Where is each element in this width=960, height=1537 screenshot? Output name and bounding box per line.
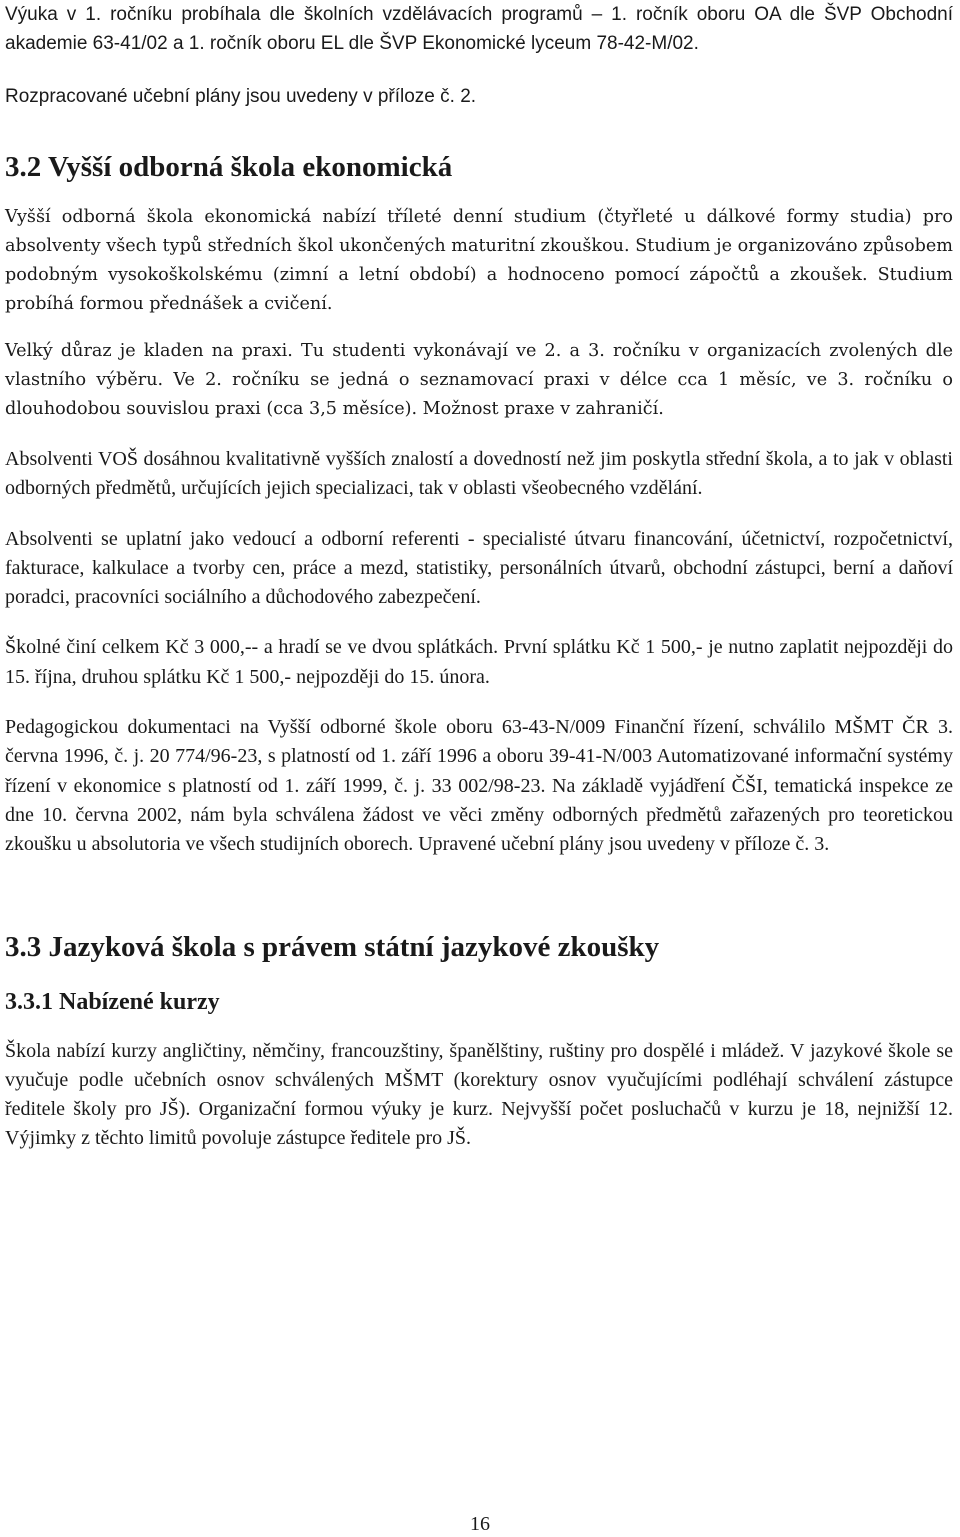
vos-documentation-paragraph: Pedagogickou dokumentaci na Vyšší odborné škole oboru 63-43-N/009 Finanční řízení, schválilo MŠMT ČR 3. června 1996, č. j. 20 774/96-23, s platností od 1. září 1996 a oboru 39-41-N/003 Automatizované informační systémy řízení v ekonomice s platností od 1. září 1999, č. j. 33 002/98-23. Na základě vyjádření ČŠI, tematická inspekce ze dne 10. června 2002, nám byla schválena žádost ve věci změny odborných předmětů zařazených pro teoretickou zkoušku u absolutoria ve všech studijních oborech. Upravené učební plány jsou uvedeny v příloze č. 3. [5,716,953,856]
page-number: 16 [470,1513,490,1535]
section-heading-language-school: 3.3 Jazyková škola s právem státní jazykové zkoušky [5,930,660,963]
vos-graduates-knowledge-paragraph: Absolventi VOŠ dosáhnou kvalitativně vyšších znalostí a dovedností než jim poskytla střední škola, a to jak v oblasti odborných předmětů, určujících jejich specializaci, tak v oblasti všeobecného vzdělání. [5,448,953,500]
vos-practice-paragraph: Velký důraz je kladen na praxi. Tu studenti vykonávají ve 2. a 3. ročníku v organizacích zvolených dle vlastního výběru. Ve 2. ročníku se jedná o seznamovací praxi v délce cca 1 měsíc, ve 3. ročníku o dlouhodobou souvislou praxi (cca 3,5 měsíce). Možnost praxe v zahraničí. [5,341,953,419]
subsection-heading-courses: 3.3.1 Nabízené kurzy [5,988,220,1015]
vos-study-paragraph: Vyšší odborná škola ekonomická nabízí tříleté denní studium (čtyřleté u dálkové formy studia) pro absolventy všech typů středních škol ukončených maturitní zkouškou. Studium je organizováno způsobem podobným vysokoškolskému (zimní a letní období) a hodnoceno pomocí zápočtů a zkoušek. Studium probíhá formou přednášek a cvičení. [5,207,953,314]
vos-graduates-careers-paragraph: Absolventi se uplatní jako vedoucí a odborní referenti - specialisté útvaru financování, účetnictví, rozpočetnictví, fakturace, kalkulace a tvorby cen, práce a mezd, statistiky, personálních útvarů, obchodní zástupci, berní a daňoví poradci, pracovníci sociálního a důchodového zabezpečení. [5,527,953,609]
document-page [5,0,953,1154]
language-courses-paragraph: Škola nabízí kurzy angličtiny, němčiny, francouzštiny, španělštiny, ruštiny pro dospělé i mládež. V jazykové škole se vyučuje podle učebních osnov schválených MŠMT (korektury osnov vyučujícími podléhají schválení zástupce ředitele školy pro JŠ). Organizační formou výuky je kurz. Nejvyšší počet posluchačů v kurzu je 18, nejnižší 12. Výjimky z těchto limitů povoluje zástupce ředitele pro JŠ. [5,1039,953,1150]
intro-paragraph: Výuka v 1. ročníku probíhala dle školních vzdělávacích programů – 1. ročník oboru OA dle ŠVP Obchodní akademie 63-41/02 a 1. ročník oboru EL dle ŠVP Ekonomické lyceum 78-42-M/02. [5,4,953,54]
section-heading-vos: 3.2 Vyšší odborná škola ekonomická [5,151,453,183]
vos-tuition-paragraph: Školné činí celkem Kč 3 000,-- a hradí se ve dvou splátkách. První splátku Kč 1 500,- je nutno zaplatit nejpozději do 15. října, druhou splátku Kč 1 500,- nejpozději do 15. února. [5,636,953,688]
attachment-note-paragraph: Rozpracované učební plány jsou uvedeny v příloze č. 2. [5,86,477,107]
